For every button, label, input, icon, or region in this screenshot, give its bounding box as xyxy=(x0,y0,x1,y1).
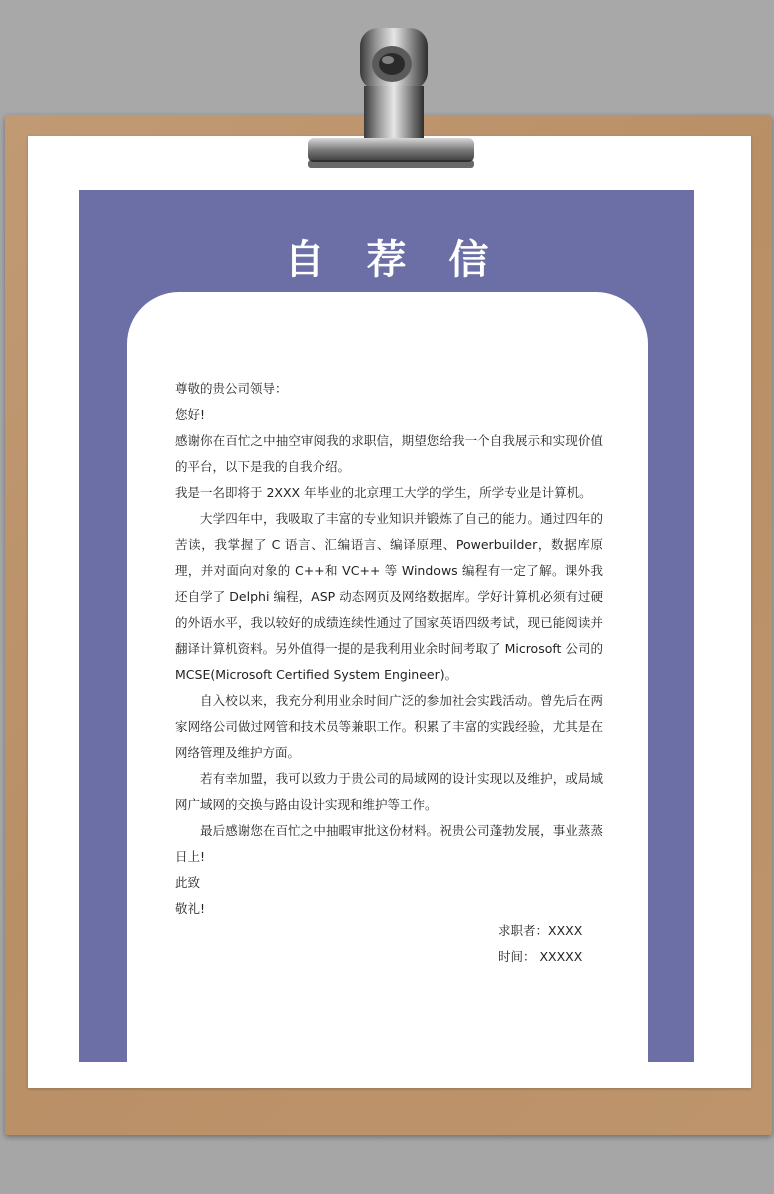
salutation: 尊敬的贵公司领导： xyxy=(175,381,288,396)
paragraph-thanks: 最后感谢您在百忙之中抽暇审批这份材料。祝贵公司蓬勃发展，事业蒸蒸日上! xyxy=(175,823,603,864)
letter-date: 时间： XXXXX xyxy=(498,949,583,964)
paragraph-practice: 自入校以来，我充分利用业余时间广泛的参加社会实践活动。曾先后在两家网络公司做过网管和技术员等兼职工作。积累了丰富的实践经验，尤其是在网络管理及维护方面。 xyxy=(175,693,603,760)
letter-body xyxy=(175,376,603,922)
letter-title: 自 荐 信 xyxy=(284,237,503,283)
paragraph-contribution: 若有幸加盟，我可以致力于贵公司的局域网的设计实现以及维护，或局域网广域网的交换与路由设计实现和维护等工作。 xyxy=(175,771,603,812)
intro-paragraph: 感谢你在百忙之中抽空审阅我的求职信，期望您给我一个自我展示和实现价值的平台，以下是我的自我介绍。 xyxy=(175,433,603,474)
paragraph-study: 大学四年中，我吸取了丰富的专业知识并锻炼了自己的能力。通过四年的苦读，我掌握了 C 语言、汇编语言、编译原理、Powerbuilder，数据库原理，并对面向对象的 C++和 VC++ 等 Windows 编程有一定了解。课外我还自学了 Delphi 编程，ASP 动态网页及网络数据库。学好计算机必须有过硬的外语水平，我以较好的成绩连续性通过了国家英语四级考试，现已能阅读并翻译计算机资料。另外值得一提的是我利用业余时间考取了 Microsoft 公司的 MCSE(Microsoft Certified System Engineer)。 xyxy=(175,511,603,682)
closing-line-1: 此致 xyxy=(175,875,201,890)
signature-block xyxy=(498,918,638,970)
applicant-name: 求职者：XXXX xyxy=(498,923,583,938)
greeting: 您好! xyxy=(175,407,206,422)
closing-line-2: 敬礼! xyxy=(175,901,206,916)
self-intro-line: 我是一名即将于 2XXX 年毕业的北京理工大学的学生，所学专业是计算机。 xyxy=(175,485,592,500)
binder-clip-icon xyxy=(300,20,480,180)
